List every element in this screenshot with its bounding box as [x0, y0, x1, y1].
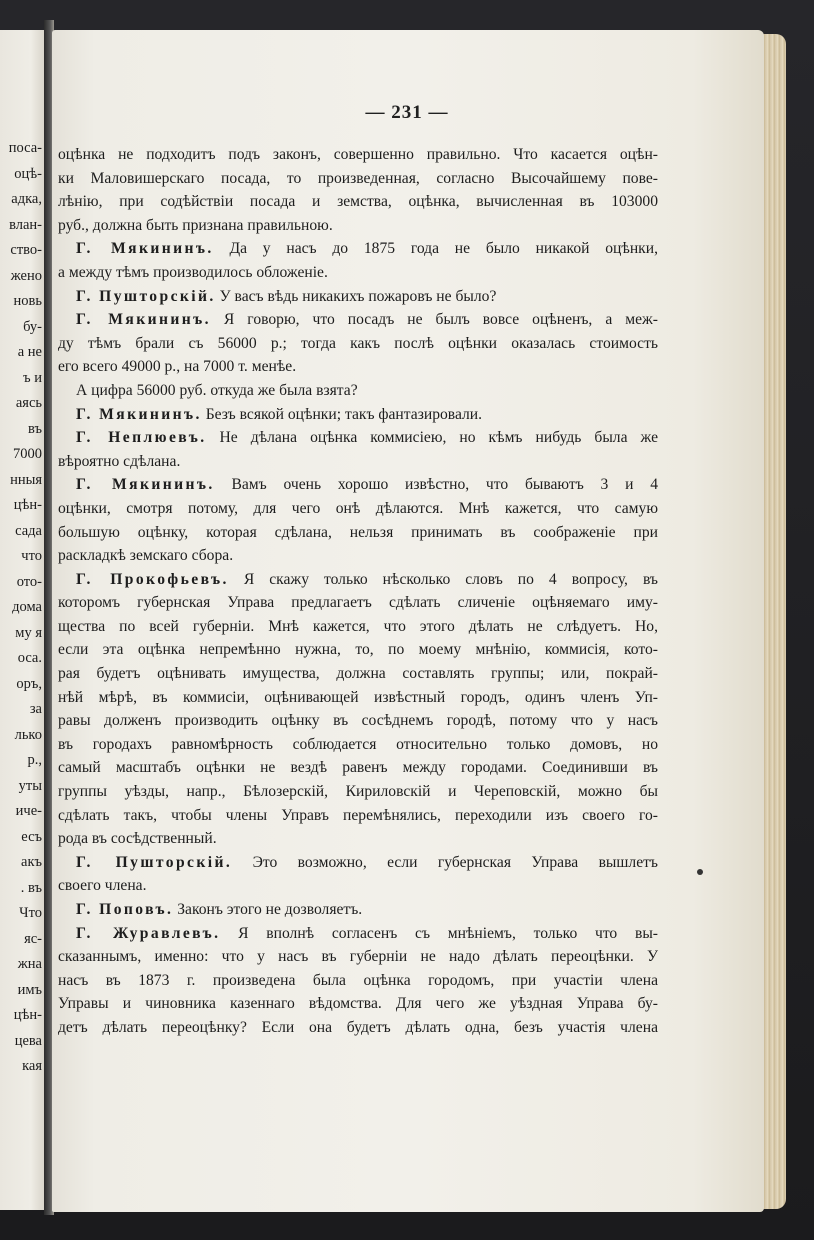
text-line: [58, 804, 658, 828]
ink-speck: [697, 869, 703, 875]
line-text: насъ въ 1873 г. произведена была оцѣнка городомъ, при участіи члена: [58, 971, 658, 989]
text-line: [58, 898, 658, 922]
left-page-fragment: жено: [10, 267, 42, 284]
left-page-fragment: что: [21, 548, 42, 564]
text-line: [58, 638, 658, 662]
left-page-fragment: кая: [22, 1058, 42, 1074]
speaker-name: Г. Журавлевъ.: [76, 924, 221, 942]
text-line: [58, 591, 658, 615]
left-page-fragment: цева: [14, 1032, 42, 1049]
left-page-fragment: поса-: [8, 140, 42, 156]
line-text: его всего 49000 р., на 7000 т. менѣе.: [58, 358, 297, 376]
previous-page-strip: [0, 30, 44, 1210]
line-text: Законъ этого не дозволяетъ.: [173, 901, 363, 918]
text-line: [58, 143, 658, 167]
text-line: [58, 308, 658, 332]
left-page-fragment: . въ: [20, 879, 42, 896]
text-line: [58, 969, 658, 993]
left-page-fragment: дома: [12, 599, 42, 615]
line-text: оцѣнка не подходитъ подъ законъ, совершенно правильно. Что касается оцѣн-: [58, 146, 658, 163]
text-line: [58, 568, 658, 592]
left-page-fragment: оса.: [17, 650, 42, 666]
speaker-name: Г. Пушторскій.: [76, 287, 216, 305]
speaker-name: Г. Мякининъ.: [76, 311, 211, 329]
text-line: [58, 756, 658, 780]
speaker-name: Г. Пушторскій.: [76, 853, 233, 871]
line-text: Я вполнѣ согласенъ съ мнѣніемъ, только что вы-: [220, 924, 658, 942]
page-number: — 231 —: [365, 102, 449, 123]
text-line: [58, 780, 658, 804]
text-line: [58, 874, 658, 898]
left-page-fragment: иче-: [15, 803, 42, 819]
left-page-fragment: му я: [15, 624, 42, 641]
line-text: своего члена.: [58, 877, 147, 895]
left-page-fragment: уты: [18, 777, 42, 794]
line-text: Я говорю, что посадъ не былъ вовсе оцѣненъ, а меж-: [210, 311, 658, 329]
left-page-fragment: ство-: [10, 242, 42, 258]
text-line: [58, 190, 658, 214]
line-text: которомъ губернская Управа предлагаетъ сдѣлать сличеніе оцѣняемаго иму-: [58, 594, 658, 612]
page-text: [58, 143, 658, 1040]
text-line: [58, 403, 658, 427]
left-page-fragment: въ: [28, 420, 42, 437]
line-text: лѣнію, при содѣйствіи посада и земства, оцѣнка, вычисленная въ 103000: [58, 193, 658, 211]
left-page-fragment: цѣн-: [13, 1007, 42, 1023]
line-text: А цифра 56000 руб. откуда же была взята?: [76, 381, 358, 399]
line-text: а между тѣмъ производилось обложеніе.: [58, 263, 328, 281]
speaker-name: Г. Мякининъ.: [76, 405, 202, 423]
speaker-name: Г. Мякининъ.: [76, 240, 214, 258]
line-text: ду тѣмъ брали съ 56000 р.; тогда какъ послѣ оцѣнки оказалась стоимость: [58, 334, 658, 352]
line-text: сдѣлать такъ, чтобы члены Управъ перемѣнялись, переходили изъ своего го-: [58, 806, 658, 824]
left-page-fragment: аясь: [15, 395, 42, 411]
line-text: У васъ вѣдь никакихъ пожаровъ не было?: [215, 287, 497, 305]
left-page-fragment: есъ: [21, 828, 42, 845]
line-text: щества по всей губерніи. Мнѣ кажется, что этого дѣлать не слѣдуетъ. Но,: [58, 617, 658, 635]
text-line: [58, 332, 658, 356]
text-line: [58, 379, 658, 403]
left-page-fragment: новь: [13, 293, 42, 309]
text-line: [58, 426, 658, 450]
line-text: руб., должна быть признана правильною.: [58, 216, 333, 234]
left-page-fragment: за: [29, 701, 42, 717]
left-page-fragment: адка,: [11, 191, 42, 207]
text-line: [58, 827, 658, 851]
left-page-fragment: сада: [15, 522, 42, 539]
text-line: [58, 733, 658, 757]
text-line: [58, 473, 658, 497]
line-text: если эта оцѣнка непремѣнно нужна, то, по моему мнѣнію, коммисія, кото-: [58, 641, 658, 659]
text-line: [58, 497, 658, 521]
text-line: [58, 686, 658, 710]
left-page-fragment: ото-: [16, 573, 42, 590]
left-page-fragment: ъ и: [23, 369, 42, 386]
line-text: рая будетъ оцѣнивать имущества, должна составлять группы; или, покрай-: [58, 665, 658, 683]
line-text: Не дѣлана оцѣнка коммисіею, но кѣмъ нибудь была же: [206, 429, 658, 447]
text-line: [58, 544, 658, 568]
line-text: Да у насъ до 1875 года не было никакой оцѣнки,: [213, 240, 658, 258]
line-text: въ городахъ равномѣрность соблюдается относительно только домовъ, но: [58, 735, 658, 753]
line-text: равы долженъ производить оцѣнку въ сосѣднемъ городѣ, потому что у насъ: [58, 712, 658, 730]
text-line: [58, 945, 658, 969]
left-page-fragment: оцѣ-: [14, 165, 42, 182]
left-page-fragment: нныя: [10, 471, 42, 488]
left-page-fragment: лько: [14, 726, 42, 743]
left-page-fragment: цѣн-: [13, 497, 42, 513]
text-line: [58, 214, 658, 238]
speaker-name: Г. Прокофьевъ.: [76, 570, 229, 588]
text-line: [58, 615, 658, 639]
speaker-name: Г. Поповъ.: [76, 901, 174, 918]
speaker-name: Г. Неплюевъ.: [76, 429, 207, 447]
left-page-fragment: 7000: [13, 446, 42, 462]
line-text: группы уѣзды, напр., Бѣлозерскій, Кириловскій и Череповскій, можно бы: [58, 783, 658, 801]
line-text: Это возможно, если губернская Управа вышлетъ: [232, 853, 658, 871]
text-line: [58, 851, 658, 875]
line-text: нѣй мѣрѣ, въ коммисіи, оцѣнивающей извѣстный городъ, одинъ членъ Уп-: [58, 688, 658, 706]
line-text: самый масштабъ оцѣнки не вездѣ равенъ между городами. Соединивши въ: [58, 759, 658, 777]
text-line: [58, 167, 658, 191]
left-page-fragment: имъ: [17, 981, 42, 998]
left-page-fragment: а не: [17, 344, 42, 360]
line-text: большую оцѣнку, которая сдѣлана, нельзя принимать въ соображеніе при: [58, 523, 658, 541]
line-text: сказаннымъ, именно: что у насъ въ губерніи не надо дѣлать переоцѣнки. У: [58, 948, 658, 966]
line-text: Я скажу только нѣсколько словъ по 4 вопросу, въ: [228, 570, 658, 588]
speaker-name: Г. Мякининъ.: [76, 476, 215, 494]
text-line: [58, 450, 658, 474]
text-line: [58, 237, 658, 261]
left-page-fragment: жна: [17, 956, 42, 972]
left-page-fragment: Что: [19, 905, 42, 921]
text-line: [58, 261, 658, 285]
text-line: [58, 521, 658, 545]
left-page-fragment: оръ,: [16, 675, 42, 692]
left-page-fragment: яс-: [24, 930, 42, 947]
line-text: Управы и чиновника казеннаго вѣдомства. Для чего же уѣздная Управа бу-: [58, 995, 658, 1013]
line-text: вѣроятно сдѣлана.: [58, 452, 181, 470]
line-text: Вамъ очень хорошо извѣстно, что бываютъ 3 и 4: [214, 476, 658, 494]
text-line: [58, 992, 658, 1016]
text-line: [58, 922, 658, 946]
left-page-fragment: влан-: [9, 216, 42, 233]
line-text: ки Маловишерскаго посада, то произведенная, согласно Высочайшему пове-: [58, 169, 658, 187]
text-line: [58, 662, 658, 686]
line-text: раскладкѣ земскаго сбора.: [58, 547, 234, 565]
left-page-fragment: бу-: [23, 318, 42, 335]
text-line: [58, 1016, 658, 1040]
text-line: [58, 355, 658, 379]
line-text: рода въ сосѣдственный.: [58, 830, 217, 848]
text-line: [58, 285, 658, 309]
left-page-fragment: р.,: [27, 752, 42, 768]
left-page-fragment: акъ: [21, 854, 42, 870]
line-text: детъ дѣлать переоцѣнку? Если она будетъ дѣлать одна, безъ участія члена: [58, 1018, 658, 1036]
text-line: [58, 709, 658, 733]
line-text: Безъ всякой оцѣнки; такъ фантазировали.: [201, 405, 483, 423]
line-text: оцѣнки, смотря потому, для чего онѣ дѣлаются. Мнѣ кажется, что самую: [58, 499, 658, 517]
